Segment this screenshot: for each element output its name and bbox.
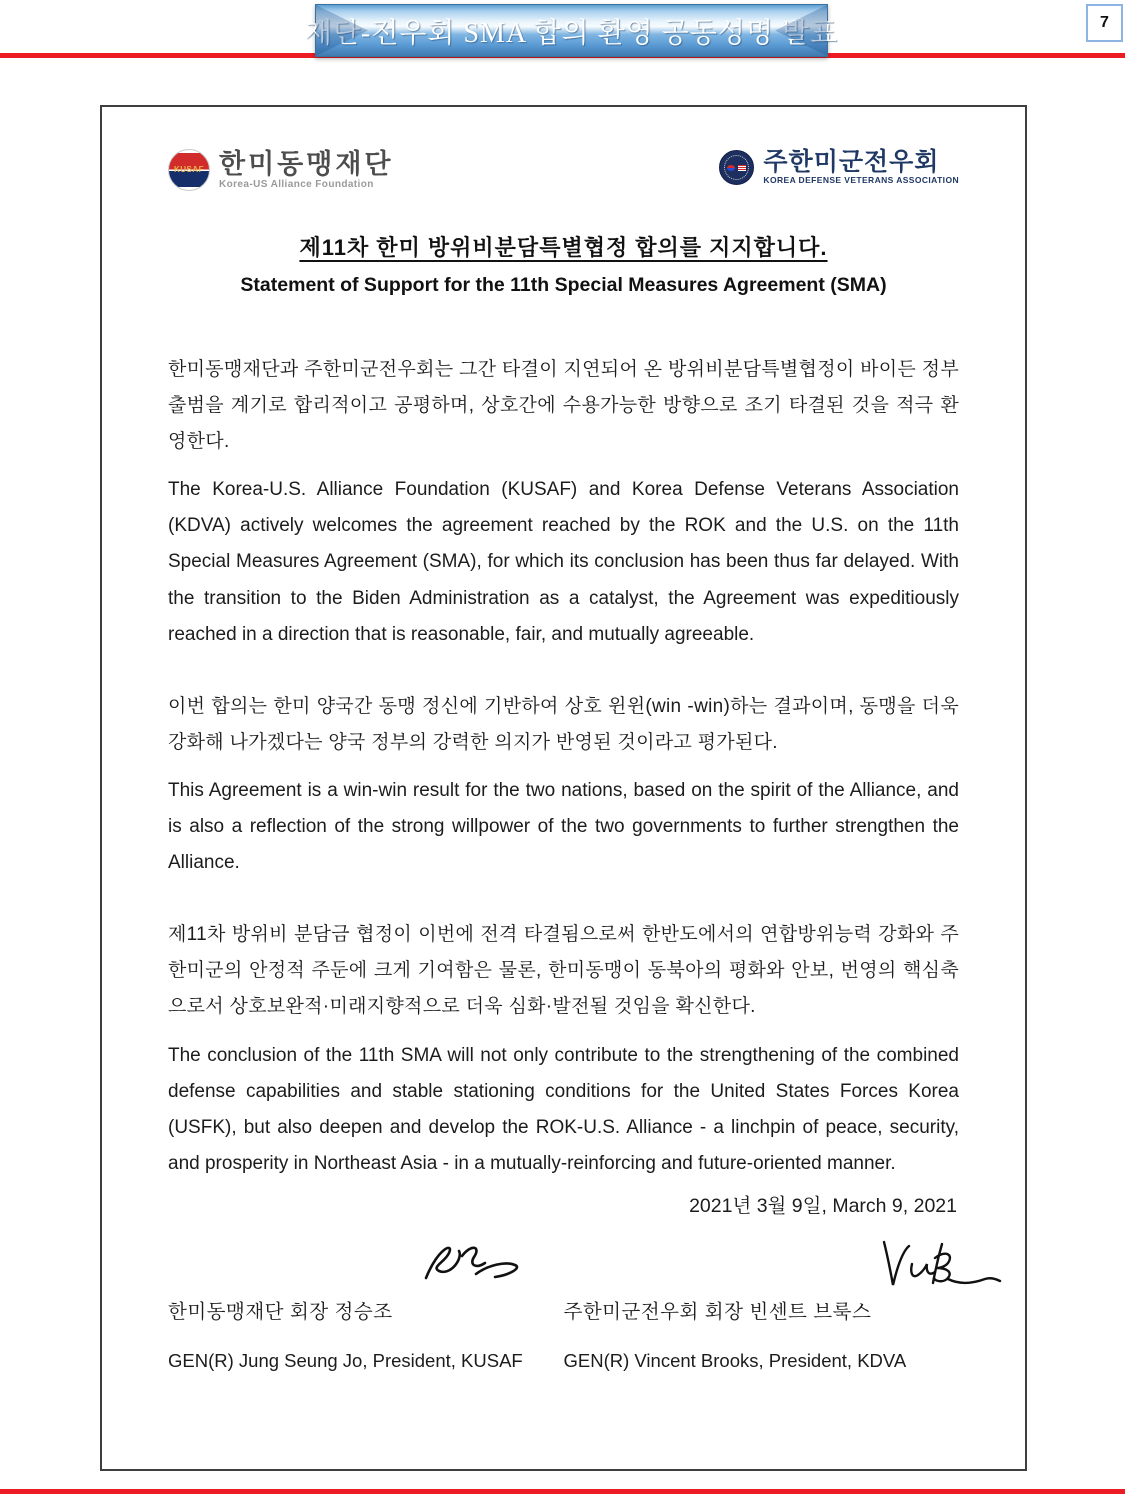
document-frame	[100, 105, 1027, 1471]
date-line: 2021년 3월 9일, March 9, 2021	[689, 1194, 957, 1217]
signature-title-en-kusaf: GEN(R) Jung Seung Jo, President, KUSAF	[168, 1349, 523, 1371]
kusaf-emblem-icon: KUSAF	[168, 149, 210, 191]
paragraph-korean-2: 이번 합의는 한미 양국간 동맹 정신에 기반하여 상호 윈윈(win -win)하는 결과이며, 동맹을 더욱 강화해 나가겠다는 양국 정부의 강력한 의지가 반영된 것이라고 평가된다.	[168, 695, 959, 753]
paragraph-english-3: The conclusion of the 11th SMA will not only contribute to the strengthening of the combined defense capabilities and stable stationing conditions for the United States Forces Korea (USFK), but also deepen and develop the ROK-U.S. Alliance - a linchpin of peace, security, and prosperity in Northeast Asia - in a mutually-reinforcing and future-oriented manner.	[168, 1044, 959, 1174]
signature-jung-seung-jo-icon	[168, 1238, 564, 1290]
paragraph-korean-1: 한미동맹재단과 주한미군전우회는 그간 타결이 지연되어 온 방위비분담특별협정이 바이든 정부 출범을 계기로 합리적이고 공평하며, 상호간에 수용가능한 방향으로 조기 타결된 것을 적극 환영한다.	[168, 359, 959, 453]
statement-title-english: Statement of Support for the 11th Special Measures Agreement (SMA)	[240, 274, 887, 296]
header-banner	[304, 4, 839, 57]
paragraph-english-2: This Agreement is a win-win result for the two nations, based on the spirit of the Alliance, and is also a reflection of the strong willpower of the two governments to further strengthen the Alliance.	[168, 779, 959, 874]
kusaf-name-en: Korea-US Alliance Foundation	[219, 178, 374, 190]
kusaf-name-ko: 한미동맹재단	[219, 149, 394, 180]
kusaf-logo	[168, 149, 394, 191]
statement-body	[168, 352, 959, 1182]
bottom-red-rule	[0, 1489, 1125, 1494]
signature-name-ko-kdva: 주한미군전우회 회장 빈센트 브룩스	[563, 1300, 872, 1323]
header-banner-title: 재단-전우회 SMA 합의 환영 공동성명 발표	[304, 17, 839, 49]
signature-title-en-kdva: GEN(R) Vincent Brooks, President, KDVA	[563, 1349, 907, 1371]
signature-block-kdva	[564, 1238, 960, 1372]
kdva-name-en: KOREA DEFENSE VETERANS ASSOCIATION	[763, 175, 959, 186]
page-number-box	[1086, 4, 1123, 42]
paragraph-english-1: The Korea-U.S. Alliance Foundation (KUSAF) and Korea Defense Veterans Association (KDVA) actively welcomes the agreement reached by the ROK and the U.S. on the 11th Special Measures Agreement (SMA), for which its conclusion has been thus far delayed. With the transition to the Biden Administration as a catalyst, the Agreement was expeditiously reached in a direction that is reasonable, fair, and mutually agreeable.	[168, 479, 959, 645]
signatures-row	[168, 1238, 959, 1372]
kdva-logo	[719, 149, 959, 185]
page-number: 7	[1100, 14, 1109, 31]
signature-vincent-brooks-icon	[564, 1238, 960, 1290]
statement-title-korean: 제11차 한미 방위비분담특별협정 합의를 지지합니다.	[299, 235, 828, 260]
logos-row	[168, 149, 959, 201]
paragraph-korean-3: 제11차 방위비 분담금 협정이 이번에 전격 타결됨으로써 한반도에서의 연합방위능력 강화와 주한미군의 안정적 주둔에 크게 기여함은 물론, 한미동맹이 동북아의 평화와 안보, 번영의 핵심축으로서 상호보완적·미래지향적으로 더욱 심화·발전될 것임을 확신한다.	[168, 924, 959, 1018]
signature-name-ko-kusaf: 한미동맹재단 회장 정승조	[168, 1300, 393, 1323]
kdva-name-ko: 주한미군전우회	[763, 148, 940, 176]
kdva-emblem-icon	[719, 150, 754, 185]
signature-block-kusaf	[168, 1238, 564, 1372]
